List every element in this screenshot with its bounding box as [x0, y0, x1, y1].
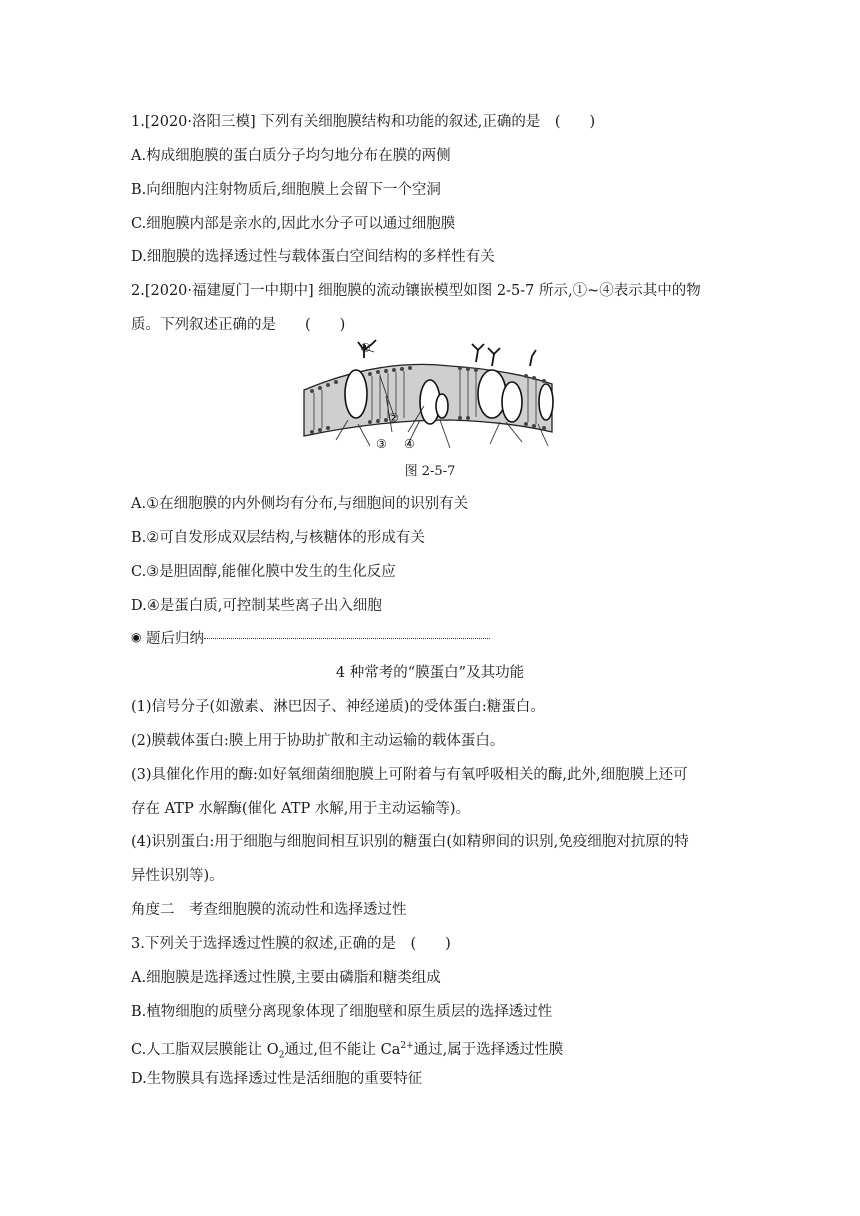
q2-option-d: D.④是蛋白质,可控制某些离子出入细胞 [131, 598, 382, 614]
q3-c-post: 通过,属于选择透过性膜 [413, 1041, 564, 1058]
summary-item-4-line2: 异性识别等)。 [131, 868, 224, 884]
q2-stem-line1: 2.[2020·福建厦门一中期中] 细胞膜的流动镶嵌模型如图 2-5-7 所示,①~④表示其中的物 [131, 283, 701, 299]
label-1: ① [360, 341, 371, 355]
q3-option-d: D.生物膜具有选择透过性是活细胞的重要特征 [131, 1071, 423, 1087]
q1-option-d: D.细胞膜的选择透过性与载体蛋白空间结构的多样性有关 [131, 249, 495, 265]
summary-item-3-line2: 存在 ATP 水解酶(催化 ATP 水解,用于主动运输等)。 [131, 801, 471, 817]
q1-option-c: C.细胞膜内部是亲水的,因此水分子可以通过细胞膜 [131, 216, 456, 232]
summary-item-1: (1)信号分子(如激素、淋巴因子、神经递质)的受体蛋白:糖蛋白。 [131, 699, 545, 715]
summary-item-3-line1: (3)具催化作用的酶:如好氧细菌细胞膜上可附着与有氧呼吸相关的酶,此外,细胞膜上还可 [131, 767, 688, 783]
q2-option-c: C.③是胆固醇,能催化膜中发生的生化反应 [131, 564, 396, 580]
label-4: ④ [404, 437, 415, 450]
label-2: ② [388, 411, 399, 425]
q3-stem: 3.下列关于选择透过性膜的叙述,正确的是 ( ) [131, 936, 451, 952]
summary-item-4-line1: (4)识别蛋白:用于细胞与细胞间相互识别的糖蛋白(如精卵间的识别,免疫细胞对抗原的特 [131, 834, 689, 850]
q1-option-a: A.构成细胞膜的蛋白质分子均匀地分布在膜的两侧 [131, 148, 451, 164]
q1-option-b: B.向细胞内注射物质后,细胞膜上会留下一个空洞 [131, 182, 441, 198]
figure-caption: 图 2-5-7 [404, 464, 456, 479]
q2-option-b: B.②可自发形成双层结构,与核糖体的形成有关 [131, 530, 425, 546]
section-heading-angle-2: 角度二 考查细胞膜的流动性和选择透过性 [131, 902, 407, 918]
q3-option-a: A.细胞膜是选择透过性膜,主要由磷脂和糖类组成 [131, 970, 441, 986]
label-3: ③ [376, 437, 387, 450]
q3-c-mid: 通过,但不能让 Ca [284, 1041, 401, 1058]
summary-title: 4 种常考的“膜蛋白”及其功能 [335, 665, 525, 681]
q3-c-sub: 2 [278, 1050, 285, 1061]
bullet-icon: ◉ [131, 630, 142, 644]
dotted-divider [204, 638, 490, 639]
cell-membrane-figure [300, 336, 560, 450]
q2-option-a: A.①在细胞膜的内外侧均有分布,与细胞间的识别有关 [131, 496, 469, 512]
q3-c-sup: 2+ [400, 1041, 414, 1051]
summary-header: 题后归纳 [146, 631, 204, 647]
q1-stem: 1.[2020·洛阳三模] 下列有关细胞膜结构和功能的叙述,正确的是 ( ) [131, 114, 596, 130]
q3-option-c [131, 1036, 563, 1066]
q3-option-b: B.植物细胞的质壁分离现象体现了细胞壁和原生质层的选择透过性 [131, 1004, 553, 1020]
q2-stem-line2: 质。下列叙述正确的是 ( ) [131, 317, 346, 333]
q3-c-pre: C.人工脂双层膜能让 O [131, 1041, 279, 1058]
summary-item-2: (2)膜载体蛋白:膜上用于协助扩散和主动运输的载体蛋白。 [131, 733, 505, 749]
